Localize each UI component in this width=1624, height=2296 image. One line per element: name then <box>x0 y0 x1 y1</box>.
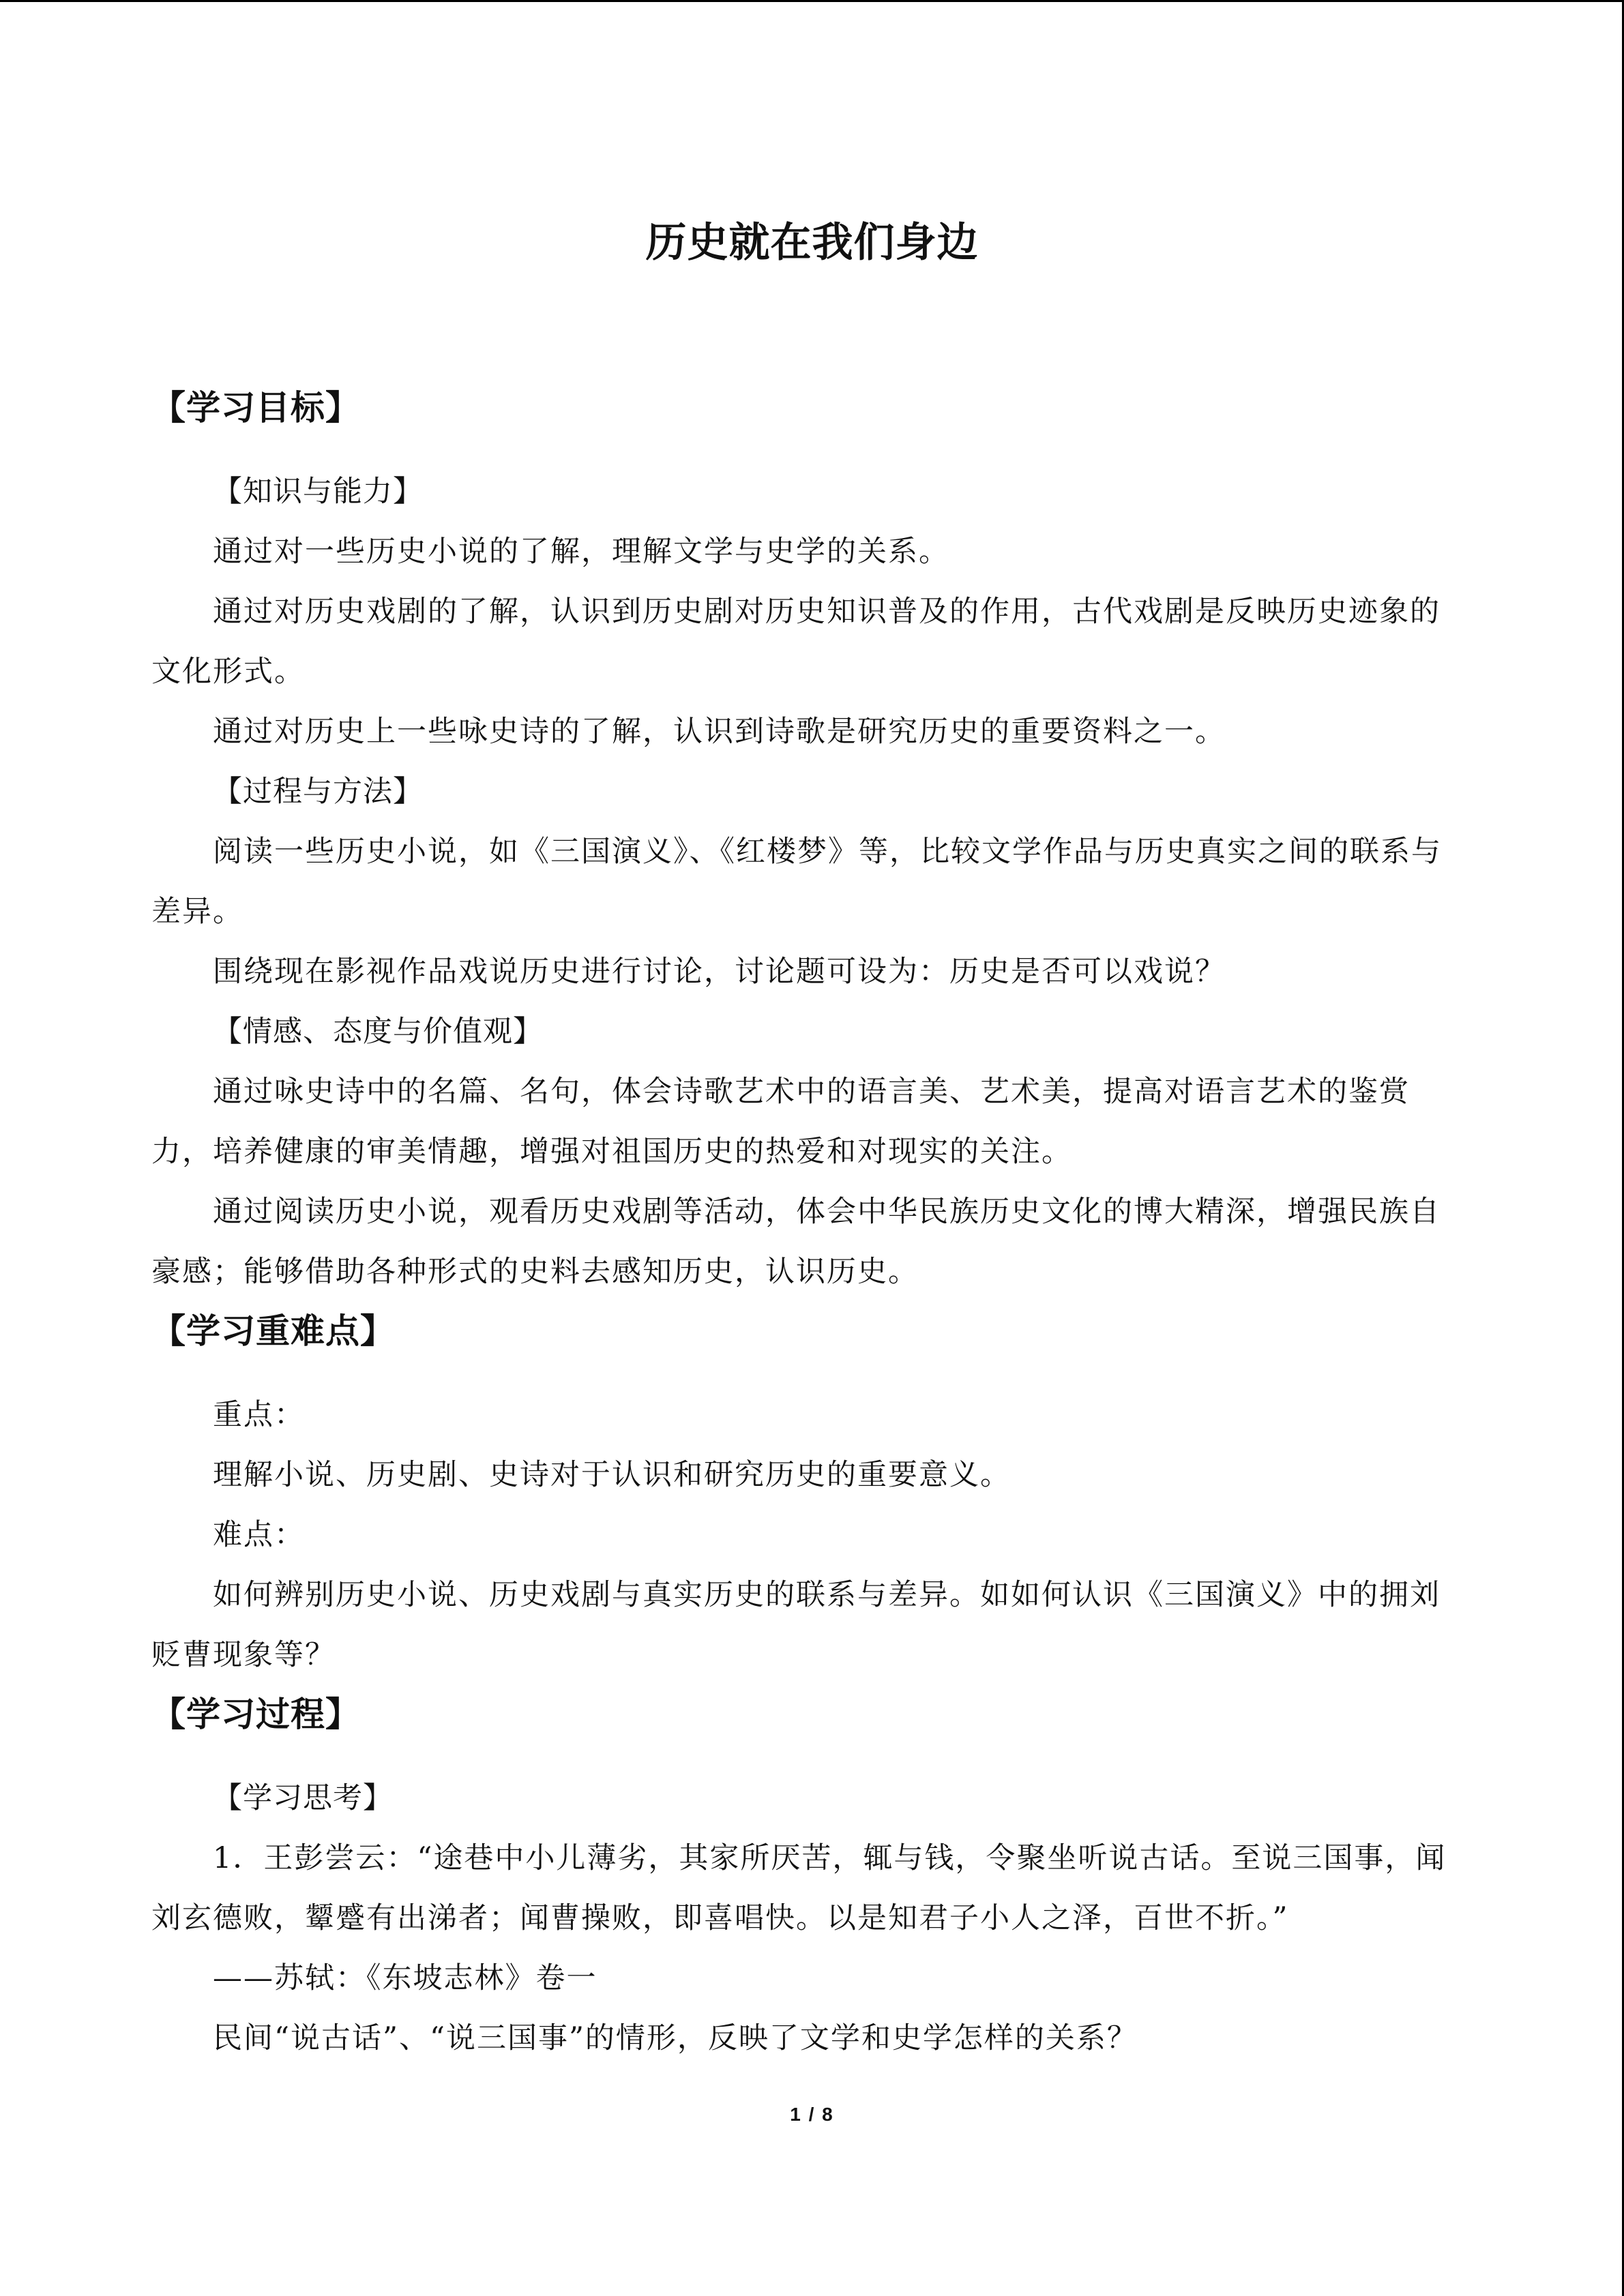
section-key-points <box>151 1302 1454 1685</box>
label-key-point: 重点： <box>213 1398 305 1432</box>
paragraph: 阅读一些历史小说，如《三国演义》、《红楼梦》等，比较文学作品与历史真实之间的联系与差异。 <box>151 835 1442 929</box>
document-title: 历史就在我们身边 <box>645 219 979 267</box>
subheading-emotion-values: 【情感、态度与价值观】 <box>213 1015 543 1049</box>
question-paragraph: 民间“说古话”、“说三国事”的情形，反映了文学和史学怎样的关系？ <box>213 2021 1138 2055</box>
section-learning-process <box>151 1685 1454 2068</box>
page-number: 1 / 8 <box>790 2104 834 2125</box>
question-paragraph: 1．王彭尝云：“途巷中小儿薄劣，其家所厌苦，辄与钱，令聚坐听说古话。至说三国事，闻刘玄德败，颦蹙有出涕者；闻曹操败，即喜唱快。以是知君子小人之泽，百世不折。” <box>151 1841 1447 1935</box>
subheading-process-method: 【过程与方法】 <box>213 775 423 809</box>
paragraph: 如何辨别历史小说、历史戏剧与真实历史的联系与差异。如如何认识《三国演义》中的拥刘贬曹现象等？ <box>151 1578 1441 1672</box>
paragraph: 通过咏史诗中的名篇、名句，体会诗歌艺术中的语言美、艺术美，提高对语言艺术的鉴赏力，培养健康的审美情趣，增强对祖国历史的热爱和对现实的关注。 <box>151 1075 1410 1169</box>
subheading-learning-thinking: 【学习思考】 <box>213 1781 393 1815</box>
paragraph: 通过阅读历史小说，观看历史戏剧等活动，体会中华民族历史文化的博大精深，增强民族自豪感；能够借助各种形式的史料去感知历史，认识历史。 <box>151 1195 1441 1289</box>
paragraph: 通过对历史上一些咏史诗的了解，认识到诗歌是研究历史的重要资料之一。 <box>213 715 1226 749</box>
subheading-knowledge-ability: 【知识与能力】 <box>213 475 423 509</box>
section-learning-goals <box>151 381 1454 1302</box>
document-body <box>151 381 1454 2068</box>
paragraph: 通过对一些历史小说的了解，理解文学与史学的关系。 <box>213 535 949 569</box>
paragraph: 理解小说、历史剧、史诗对于认识和研究历史的重要意义。 <box>213 1458 1011 1492</box>
heading-learning-goals: 【学习目标】 <box>151 388 360 428</box>
heading-key-points: 【学习重难点】 <box>151 1311 395 1351</box>
label-difficult-point: 难点： <box>213 1518 305 1552</box>
paragraph: 围绕现在影视作品戏说历史进行讨论，讨论题可设为：历史是否可以戏说？ <box>213 955 1226 989</box>
paragraph: 通过对历史戏剧的了解，认识到历史剧对历史知识普及的作用，古代戏剧是反映历史迹象的文化形式。 <box>151 595 1441 689</box>
heading-learning-process: 【学习过程】 <box>151 1695 360 1734</box>
quote-source: ——苏轼：《东坡志林》卷一 <box>213 1961 597 1995</box>
